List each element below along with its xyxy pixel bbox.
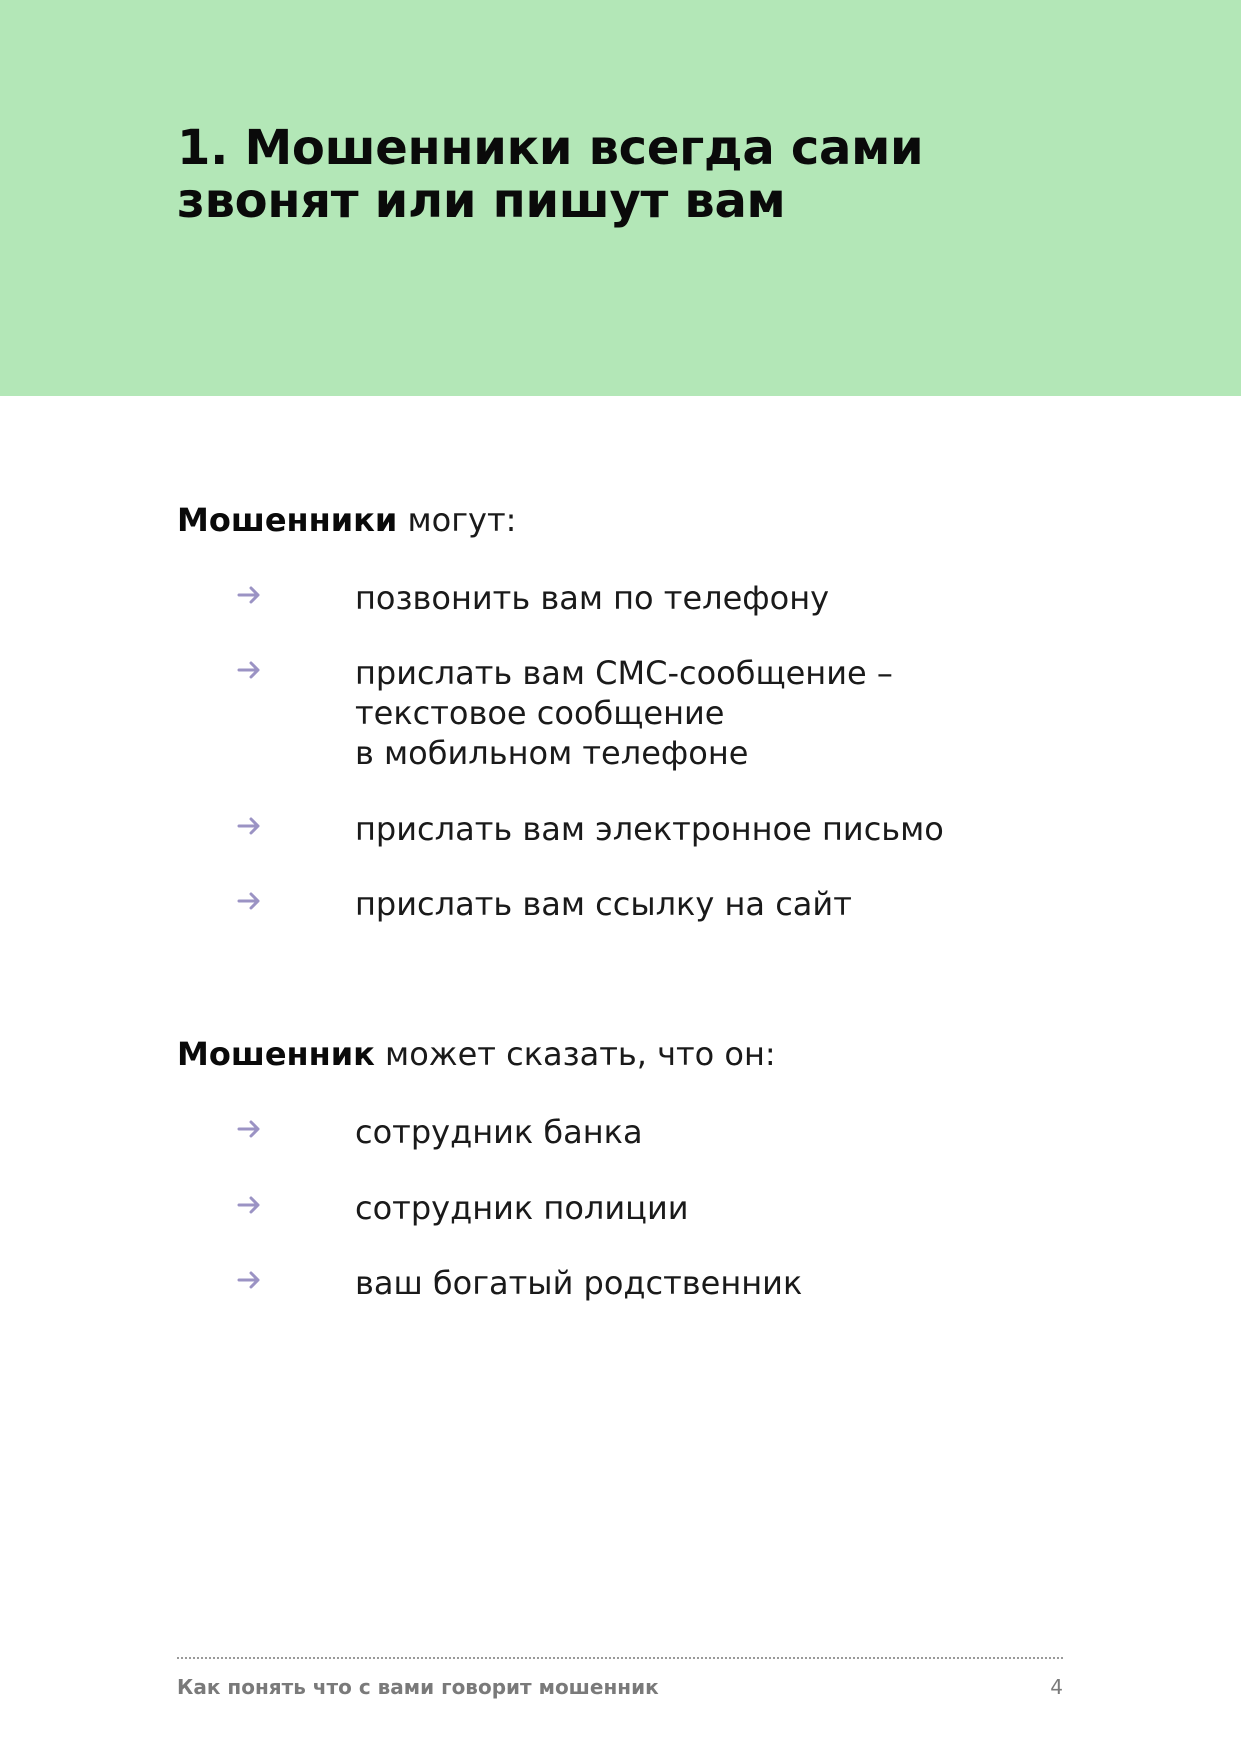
section-fraudster-may-say — [177, 1034, 1077, 1302]
list-item-text: прислать вам СМС-сообщение – текстовое сообщение в мобильном телефоне — [355, 654, 893, 772]
arrow-right-icon — [237, 813, 263, 839]
section-intro — [177, 1034, 1077, 1074]
arrow-right-icon — [237, 657, 263, 683]
footer-divider — [177, 1657, 1063, 1659]
section-intro-lead: Мошенник — [177, 1035, 375, 1073]
arrow-right-icon — [237, 1192, 263, 1218]
section-fraudsters-can — [177, 500, 1077, 923]
header-band — [0, 0, 1241, 396]
arrow-right-icon — [237, 1267, 263, 1293]
list-item-text: сотрудник банка — [355, 1113, 643, 1151]
arrow-right-icon — [237, 1116, 263, 1142]
arrow-right-icon — [237, 582, 263, 608]
page-number: 4 — [1050, 1675, 1063, 1699]
section-intro-lead: Мошенники — [177, 501, 398, 539]
list-item-text: позвонить вам по телефону — [355, 579, 830, 617]
list-item-text: прислать вам ссылку на сайт — [355, 885, 852, 923]
footer-title: Как понять что с вами говорит мошенник — [177, 1675, 659, 1699]
arrow-right-icon — [237, 888, 263, 914]
page-title: 1. Мошенники всегда сами звонят или пишут вам — [177, 120, 924, 229]
section-intro — [177, 500, 1077, 540]
list-item-text: прислать вам электронное письмо — [355, 810, 944, 848]
list-item-text: сотрудник полиции — [355, 1189, 689, 1227]
section-intro-rest: могут: — [397, 501, 517, 539]
list-item-text: ваш богатый родственник — [355, 1264, 803, 1302]
section-intro-rest: может сказать, что он: — [374, 1035, 776, 1073]
